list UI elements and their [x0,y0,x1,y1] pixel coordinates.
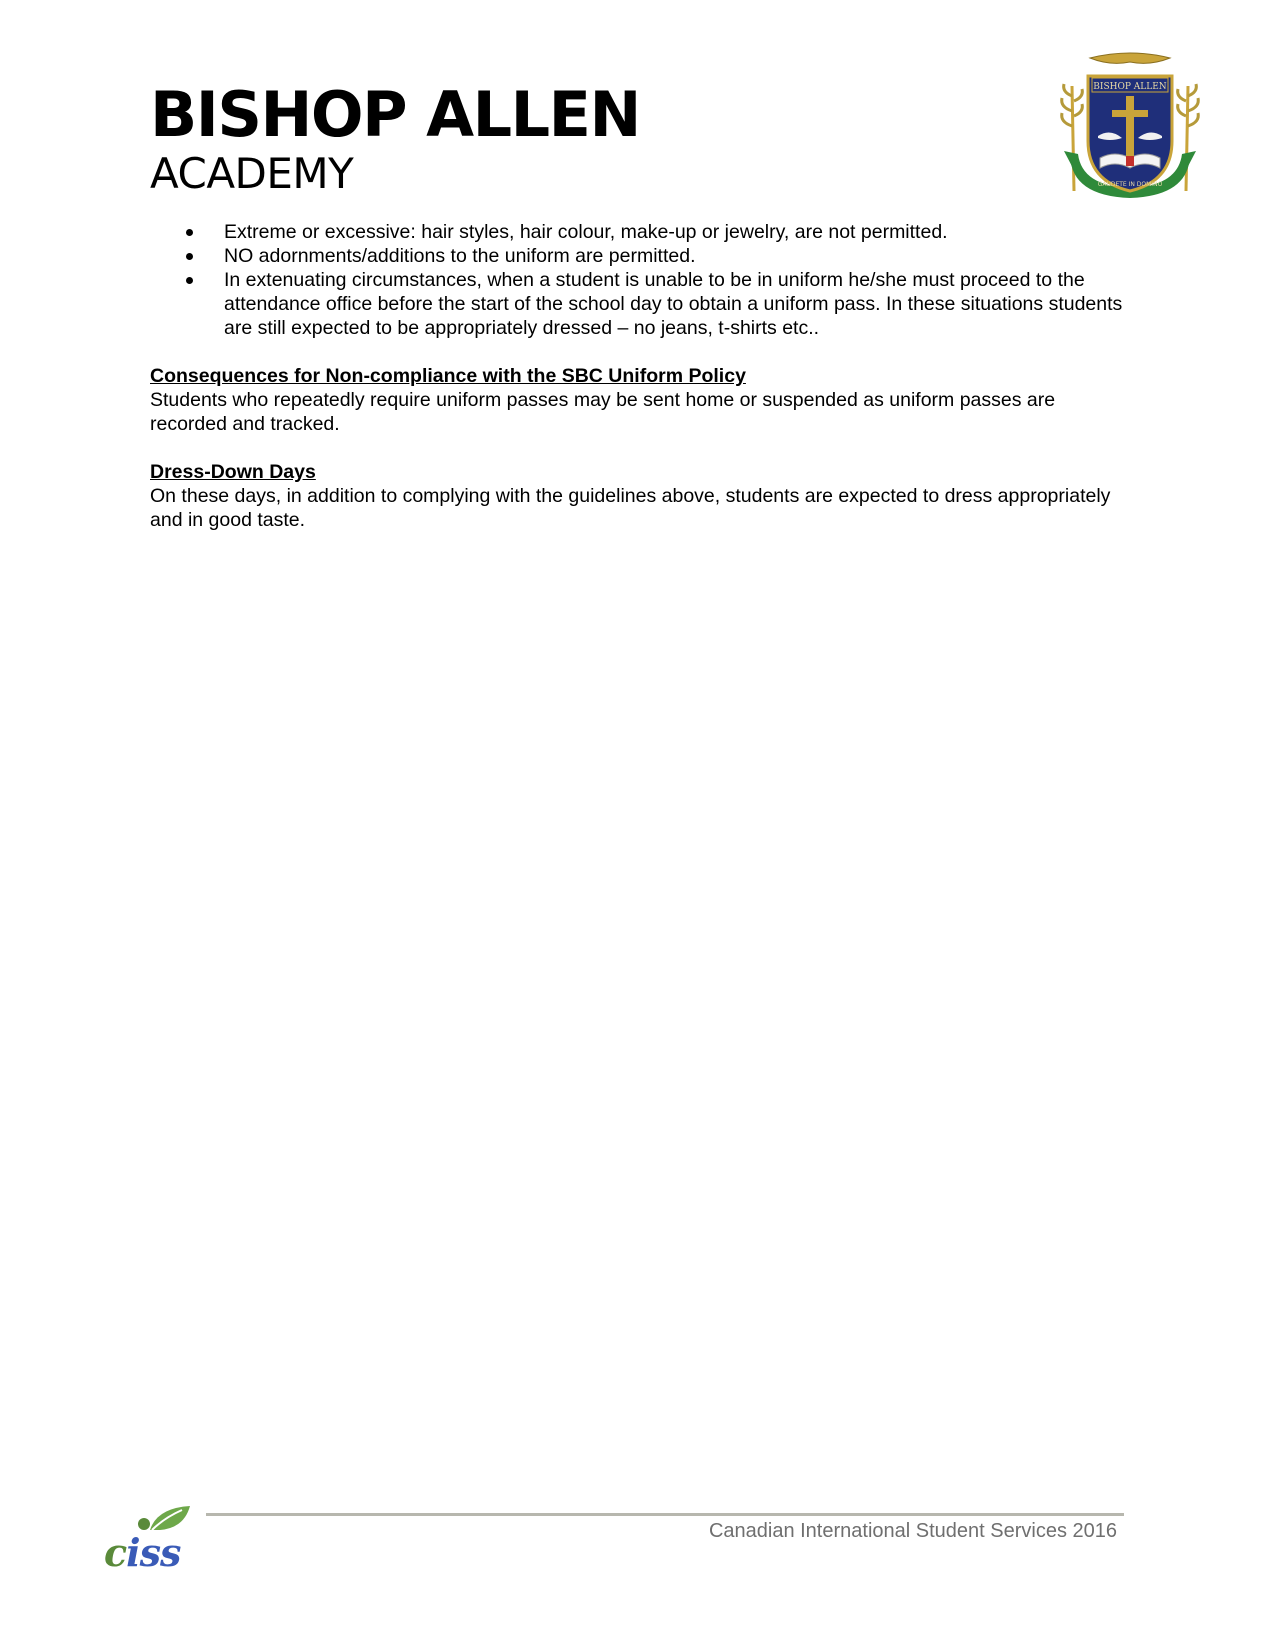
footer-text: Canadian International Student Services 2016 [708,1520,1117,1542]
rules-list [150,220,1125,340]
school-subtitle: ACADEMY [150,149,354,198]
list-item-text: In extenuating circumstances, when a student is unable to be in uniform he/she must proceed to the attendance office before the start of the school day to obtain a uniform pass. In these situations students are still expected to be appropriately dressed – no jeans, t-shirts etc.. [224,269,1123,339]
dress-down-section [150,460,1125,532]
crest-motto: GAUDETE IN DOMINO [1097,181,1163,188]
bullet-icon [186,277,193,284]
section-body: Students who repeatedly require uniform passes may be sent home or suspended as uniform passes are recorded and tracked. [150,389,1056,435]
crest-banner-text: BISHOP ALLEN [1093,82,1167,92]
consequences-section [150,364,1125,436]
section-heading: Consequences for Non-compliance with the SBC Uniform Policy [150,365,746,387]
list-item [150,268,1125,340]
section-body: On these days, in addition to complying with the guidelines above, students are expected to dress appropriately and in good taste. [150,485,1111,531]
list-item [150,220,1125,244]
list-item-text: NO adornments/additions to the uniform are permitted. [224,245,696,267]
school-title: BISHOP ALLEN [150,78,640,151]
bullet-icon [186,253,193,260]
school-crest-icon [1050,46,1210,206]
ciss-logo-text: ciss [104,1530,181,1575]
list-item [150,244,1125,268]
list-item-text: Extreme or excessive: hair styles, hair colour, make-up or jewelry, are not permitted. [224,221,948,243]
footer-divider [206,1513,1124,1516]
section-heading: Dress-Down Days [150,461,316,483]
bullet-icon [186,229,193,236]
document-body [150,220,1125,532]
